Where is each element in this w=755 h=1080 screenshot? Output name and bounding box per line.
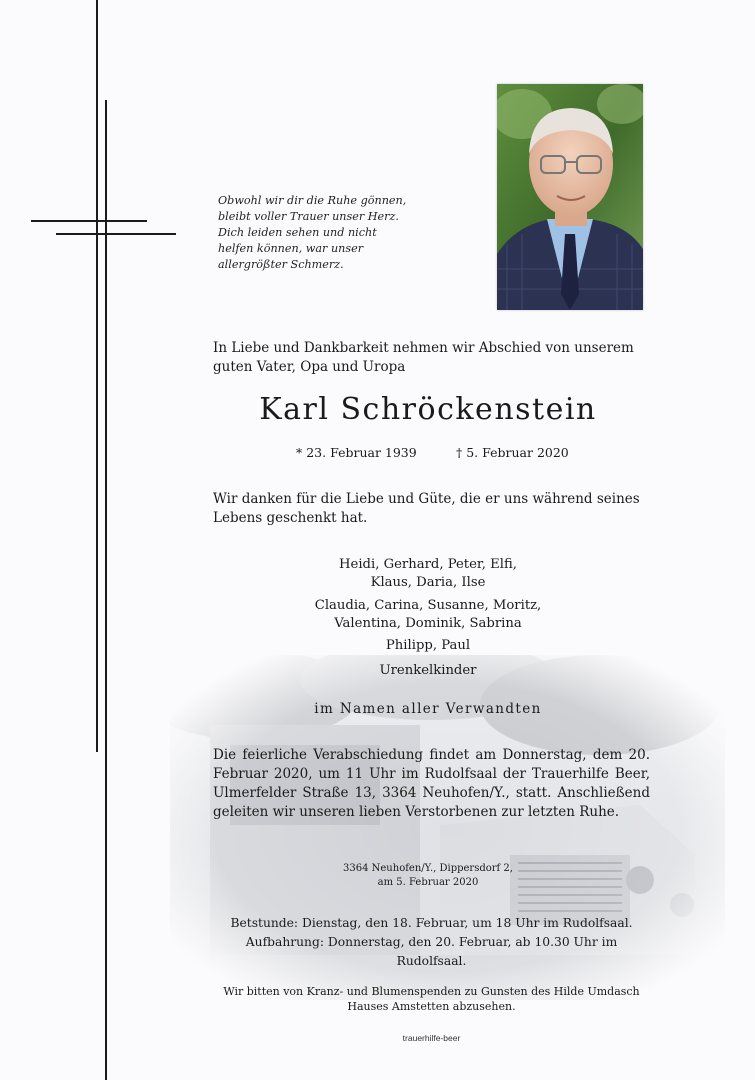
family-children — [213, 556, 643, 592]
poem-line: Obwohl wir dir die Ruhe gönnen, — [218, 194, 407, 207]
cross-inner-horizontal — [56, 233, 176, 235]
death-date: † 5. Februar 2020 — [456, 445, 569, 460]
prayer-line: Betstunde: Dienstag, den 18. Februar, um 18 Uhr im Rudolfsaal. — [230, 916, 633, 930]
poem-line: bleibt voller Trauer unser Herz. — [218, 210, 399, 223]
family-line: Valentina, Dominik, Sabrina — [334, 616, 522, 631]
family-line: Heidi, Gerhard, Peter, Elfi, — [339, 557, 517, 572]
ceremony-paragraph: Die feierliche Verabschiedung findet am Donnerstag, dem 20. Februar 2020, um 11 Uhr im Rudolfsaal der Trauerhilfe Beer, Ulmerfelder Straße 13, 3364 Neuhofen/Y., statt. Anschließend geleiten wir unseren lieben Verstorbenen zur letzten Ruhe. — [213, 747, 650, 820]
thanks-text: Wir danken für die Liebe und Güte, die er uns während seines Lebens geschenkt hat. — [213, 491, 640, 526]
viewing-line-cont: Rudolfsaal. — [396, 954, 467, 968]
poem-line: helfen können, war unser — [218, 242, 364, 255]
on-behalf-line: im Namen aller Verwandten — [314, 701, 542, 717]
wreath-request — [213, 984, 650, 1014]
intro-text: In Liebe und Dankbarkeit nehmen wir Abschied von unserem guten Vater, Opa und Uropa — [213, 340, 634, 375]
wreath-line: Wir bitten von Kranz- und Blumenspenden zu Gunsten des Hilde Umdasch — [223, 985, 640, 998]
family-line: Claudia, Carina, Susanne, Moritz, — [314, 598, 542, 613]
cross-inner-vertical — [105, 100, 107, 1080]
address-date: am 5. Februar 2020 — [377, 877, 479, 888]
address-line: 3364 Neuhofen/Y., Dippersdorf 2, — [343, 863, 513, 874]
viewing-line: Aufbahrung: Donnerstag, den 20. Februar, ab 10.30 Uhr im — [245, 935, 618, 949]
birth-date: * 23. Februar 1939 — [296, 445, 417, 460]
memorial-poem — [218, 193, 468, 273]
address-block — [213, 862, 643, 890]
ceremony-text — [213, 746, 650, 822]
cross-outer-vertical — [96, 0, 98, 752]
portrait-photo — [497, 84, 643, 310]
cross-outer-horizontal — [31, 220, 147, 222]
prayer-viewing-block — [213, 914, 650, 971]
family-line: Klaus, Daria, Ilse — [370, 575, 486, 590]
footer-brand: trauerhilfe-beer — [402, 1033, 461, 1043]
family-more: Philipp, Paul — [385, 638, 471, 653]
deceased-name: Karl Schröckenstein — [259, 392, 597, 427]
family-grandchildren — [213, 597, 643, 633]
poem-line: Dich leiden sehen und nicht — [218, 226, 377, 239]
poem-line: allergrößter Schmerz. — [218, 258, 344, 271]
wreath-line: Hauses Amstetten abzusehen. — [347, 1000, 516, 1013]
family-great-grandchildren: Urenkelkinder — [379, 663, 477, 678]
